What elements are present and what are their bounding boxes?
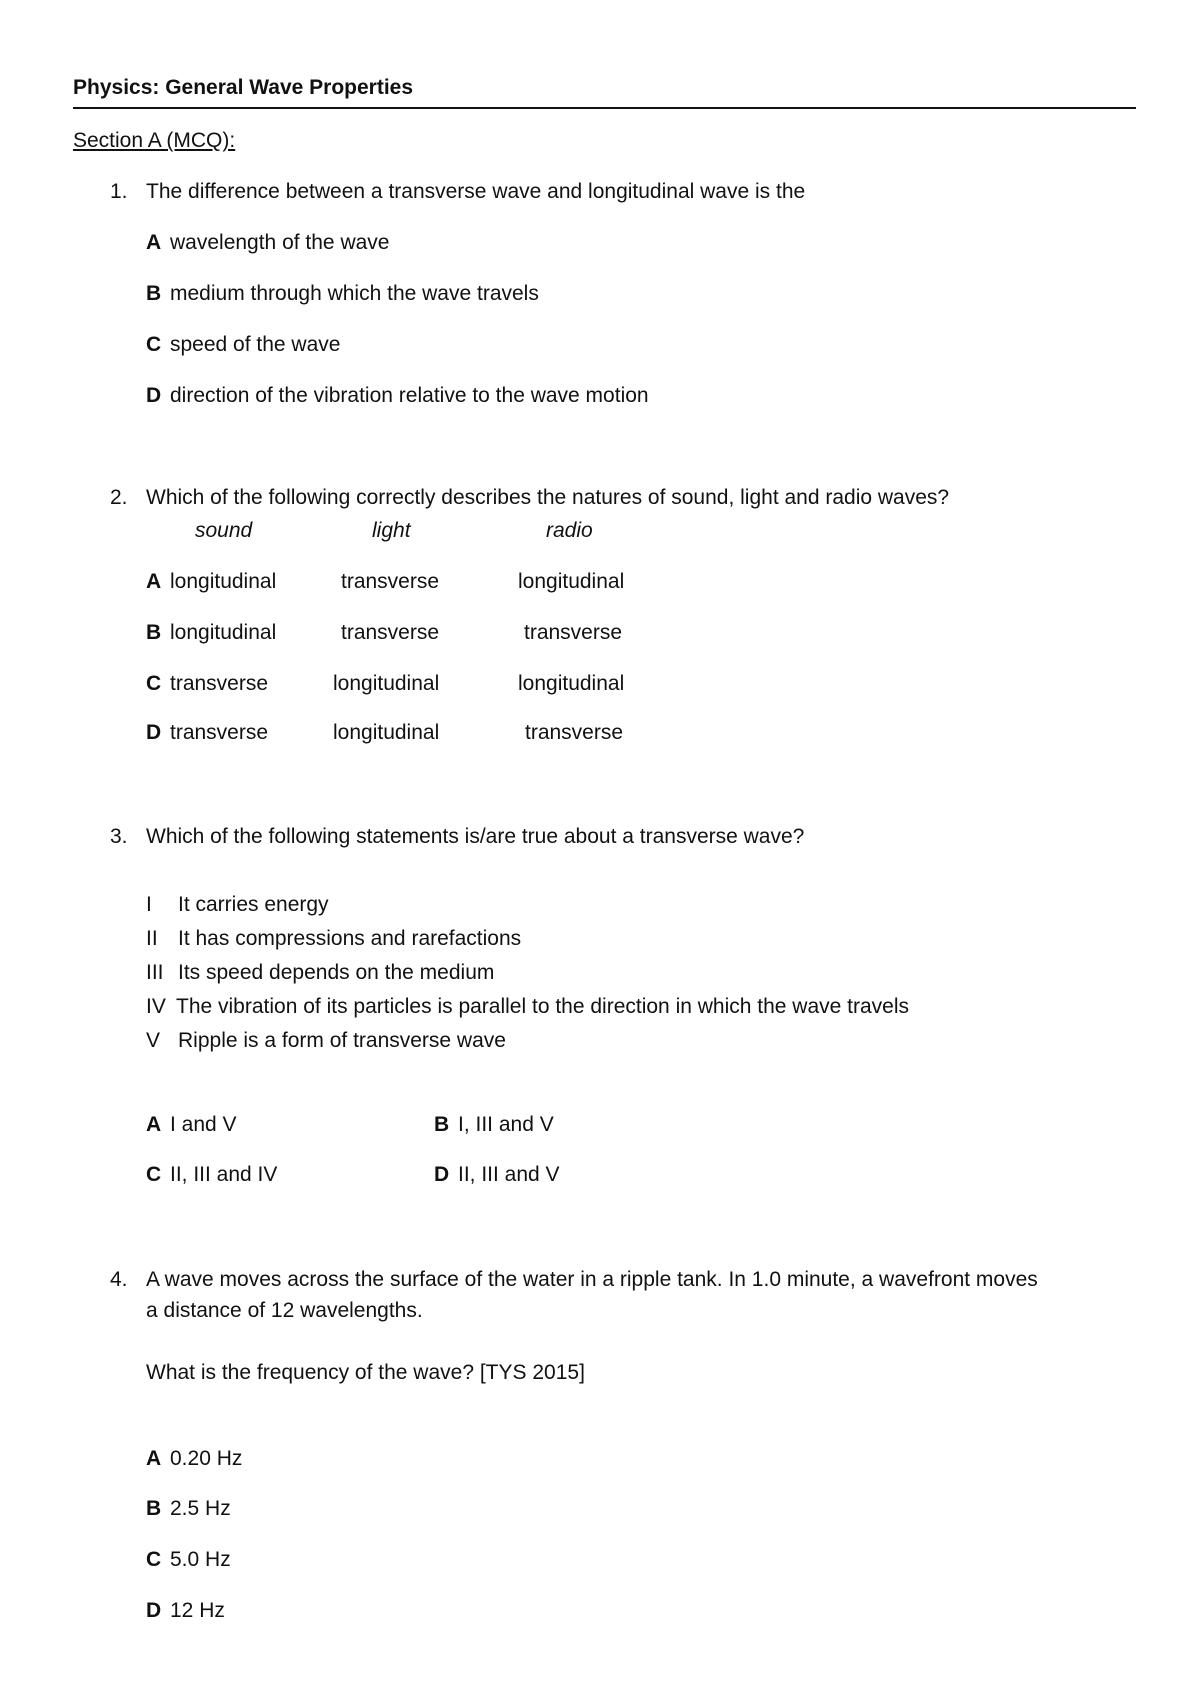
title-divider: [73, 107, 1136, 109]
option-letter: B: [146, 282, 162, 305]
statement-numeral: I: [146, 893, 152, 916]
question-4-text-line1: A wave moves across the surface of the water in a ripple tank. In 1.0 minute, a wavefront moves: [146, 1268, 1038, 1291]
question-1-number: 1.: [110, 180, 128, 203]
q2-row-d-radio: transverse: [525, 721, 624, 744]
page-title: Physics: General Wave Properties: [73, 76, 414, 99]
cell-sound: longitudinal: [170, 621, 277, 644]
q4-option-d: [146, 1599, 225, 1623]
cell-sound: longitudinal: [170, 570, 277, 593]
option-letter: D: [146, 384, 162, 407]
q4-option-b: [146, 1497, 231, 1521]
option-letter: A: [146, 1113, 162, 1136]
q2-row-a-radio: longitudinal: [518, 570, 625, 593]
q1-option-b: [146, 282, 539, 306]
statement-text: It carries energy: [178, 893, 329, 916]
q3-statement-1: [146, 893, 329, 917]
question-1-text: The difference between a transverse wave and longitudinal wave is the: [146, 180, 806, 203]
q4-option-a: [146, 1447, 242, 1471]
option-letter: B: [146, 621, 162, 644]
option-letter: C: [146, 672, 162, 695]
option-text: 12 Hz: [170, 1599, 225, 1622]
option-letter: C: [146, 1548, 162, 1571]
option-text: 2.5 Hz: [170, 1497, 231, 1520]
statement-text: Ripple is a form of transverse wave: [178, 1029, 506, 1052]
option-letter: C: [146, 1163, 162, 1186]
option-text: wavelength of the wave: [170, 231, 390, 254]
q2-row-a-light: transverse: [341, 570, 440, 593]
option-letter: A: [146, 231, 162, 254]
q2-row-c-light: longitudinal: [333, 672, 440, 695]
option-letter: B: [434, 1113, 450, 1136]
statement-numeral: III: [146, 961, 164, 984]
option-letter: A: [146, 1447, 162, 1470]
option-text: direction of the vibration relative to the wave motion: [170, 384, 649, 407]
q2-row-b: [146, 621, 276, 645]
q2-header-sound: sound: [195, 519, 253, 542]
option-text: medium through which the wave travels: [170, 282, 539, 305]
option-text: 0.20 Hz: [170, 1447, 243, 1470]
option-text: speed of the wave: [170, 333, 341, 356]
statement-numeral: II: [146, 927, 158, 950]
question-4-prompt: What is the frequency of the wave? [TYS 2015]: [146, 1361, 585, 1384]
q3-statement-5: [146, 1029, 506, 1053]
q2-row-a: [146, 570, 276, 594]
question-3-number: 3.: [110, 825, 128, 848]
statement-text: Its speed depends on the medium: [178, 961, 495, 984]
question-2-number: 2.: [110, 486, 128, 509]
q2-header-light: light: [372, 519, 411, 542]
question-4-text-line2: a distance of 12 wavelengths.: [146, 1299, 423, 1322]
option-letter: B: [146, 1497, 162, 1520]
q3-option-c: [146, 1163, 277, 1187]
q2-row-b-light: transverse: [341, 621, 440, 644]
q2-header-radio: radio: [546, 519, 593, 542]
option-text: II, III and IV: [170, 1163, 278, 1186]
option-text: II, III and V: [458, 1163, 560, 1186]
statement-text: The vibration of its particles is parallel to the direction in which the wave travels: [176, 995, 910, 1018]
option-letter: D: [434, 1163, 450, 1186]
option-letter: D: [146, 1599, 162, 1622]
section-heading: Section A (MCQ):: [73, 129, 236, 152]
cell-sound: transverse: [170, 721, 269, 744]
q3-statement-2: [146, 927, 521, 951]
option-text: 5.0 Hz: [170, 1548, 231, 1571]
q3-option-a: [146, 1113, 237, 1137]
option-text: I, III and V: [458, 1113, 554, 1136]
q4-option-c: [146, 1548, 231, 1572]
q2-row-c: [146, 672, 268, 696]
q2-row-d-light: longitudinal: [333, 721, 440, 744]
option-letter: A: [146, 570, 162, 593]
statement-text: It has compressions and rarefactions: [178, 927, 522, 950]
question-2-text: Which of the following correctly describes the natures of sound, light and radio waves?: [146, 486, 950, 509]
q3-statement-4: [146, 995, 909, 1019]
option-text: I and V: [170, 1113, 237, 1136]
q2-row-d: [146, 721, 268, 745]
question-4-number: 4.: [110, 1268, 128, 1291]
q2-row-b-radio: transverse: [524, 621, 623, 644]
q1-option-d: [146, 384, 649, 408]
q3-statement-3: [146, 961, 494, 985]
option-letter: D: [146, 721, 162, 744]
q1-option-a: [146, 231, 389, 255]
q2-row-c-radio: longitudinal: [518, 672, 625, 695]
q3-option-d: [434, 1163, 560, 1187]
statement-numeral: V: [146, 1029, 161, 1052]
cell-sound: transverse: [170, 672, 269, 695]
q3-option-b: [434, 1113, 554, 1137]
q1-option-c: [146, 333, 340, 357]
question-3-text: Which of the following statements is/are true about a transverse wave?: [146, 825, 805, 848]
statement-numeral: IV: [146, 995, 166, 1018]
option-letter: C: [146, 333, 162, 356]
